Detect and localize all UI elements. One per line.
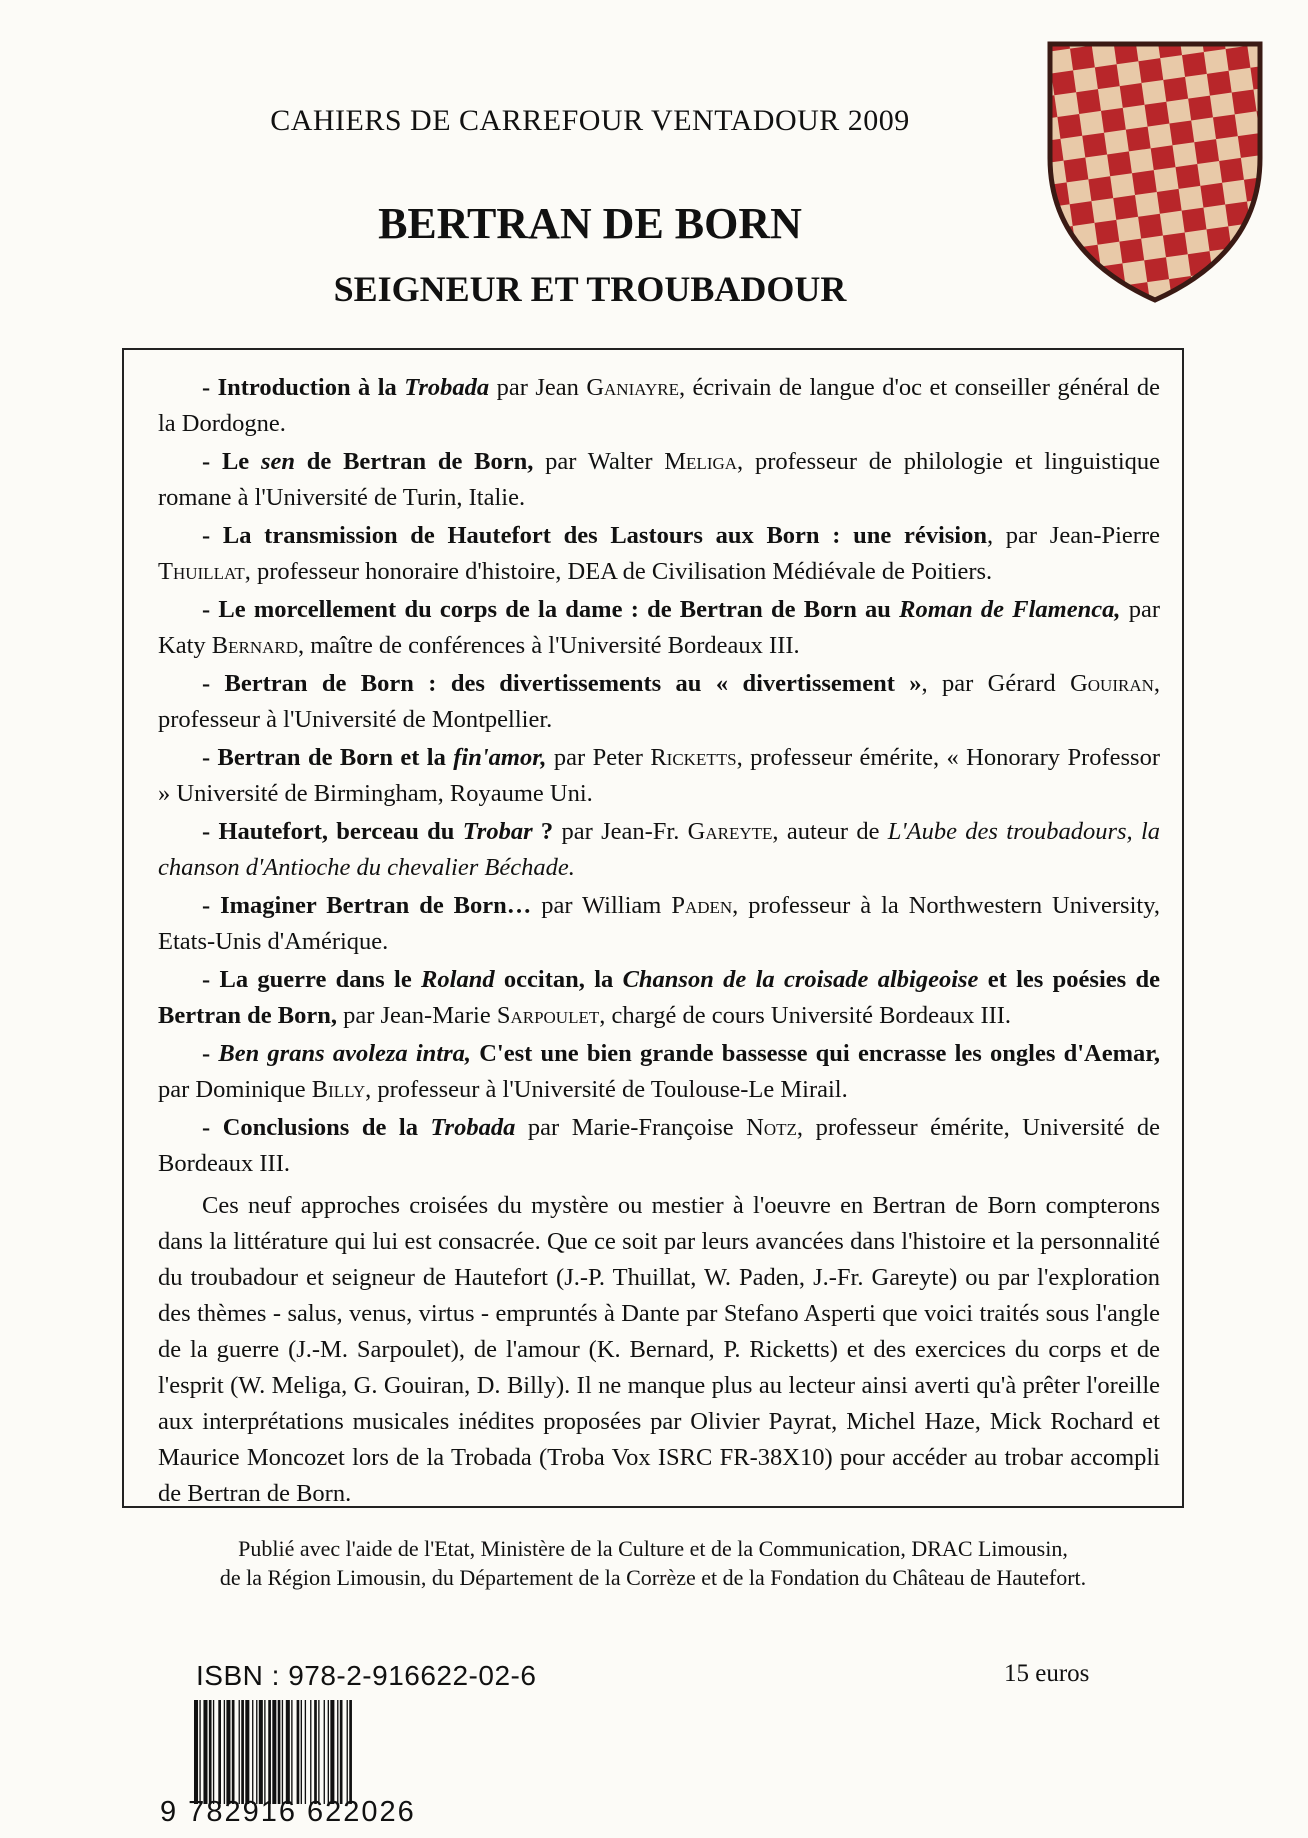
toc-entry bbox=[158, 592, 1160, 663]
toc-entry-after2: et les poésies de Bertran de Born, bbox=[158, 966, 1161, 1029]
toc-entry bbox=[158, 1110, 1160, 1181]
toc-entry-rest: , professeur émérite, Université de Bordeaux III. bbox=[158, 1114, 1160, 1177]
toc-entry-italic: sen bbox=[260, 448, 295, 475]
toc-entry-rest: , chargé de cours Université Bordeaux III. bbox=[599, 1001, 1012, 1029]
toc-entry-lead: - La guerre dans le bbox=[202, 966, 422, 993]
toc-entry-sc: Paden bbox=[671, 892, 733, 919]
toc-entry-by: par Peter bbox=[546, 744, 651, 771]
isbn: ISBN : 978-2-916622-02-6 bbox=[196, 1660, 537, 1691]
toc-entry-sc: Gouiran bbox=[1070, 670, 1154, 697]
toc-entry-italic: Trobada bbox=[430, 1114, 516, 1141]
credits-line-2: de la Région Limousin, du Département de la Corrèze et de la Fondation du Château de Hautefort. bbox=[219, 1565, 1087, 1590]
toc-entry-after: ? bbox=[532, 818, 554, 845]
toc-entry-lead: - Le bbox=[202, 448, 261, 475]
toc-entry bbox=[158, 1036, 1160, 1107]
toc-entry bbox=[158, 962, 1160, 1033]
toc-entry-sc: Sarpoulet bbox=[496, 1001, 600, 1029]
series-title: CAHIERS DE CARREFOUR VENTADOUR 2009 bbox=[270, 104, 910, 137]
toc-entry bbox=[158, 444, 1160, 515]
toc-entry-italic: Roman de Flamenca, bbox=[899, 596, 1121, 623]
toc-entry-after: de Bertran de Born, bbox=[295, 448, 534, 475]
toc-entry-sc: Ricketts bbox=[650, 744, 737, 771]
toc-entry-lead: - Conclusions de la bbox=[202, 1114, 431, 1141]
toc-entry-after: C'est une bien grande bassesse qui encrasse les ongles d'Aemar, bbox=[471, 1040, 1160, 1067]
toc-entry-by: par Jean-Fr. bbox=[553, 818, 688, 845]
toc-entry-by: , par Gérard bbox=[921, 670, 1071, 697]
toc-entry-by: par Marie-Françoise bbox=[515, 1114, 747, 1141]
toc-entry-lead: - Le morcellement du corps de la dame : de Bertran de Born au bbox=[202, 596, 900, 623]
barcode-digits: 9 782916 622026 bbox=[160, 1796, 416, 1828]
toc-entry bbox=[158, 518, 1160, 589]
toc-entry-lead: - Bertran de Born : des divertissements au « divertissement » bbox=[202, 670, 922, 697]
toc-entry-lead: - La transmission de Hautefort des Lastours aux Born : une révision bbox=[202, 522, 987, 549]
toc-entry-by: par Dominique bbox=[158, 1075, 312, 1103]
summary-paragraph: Ces neuf approches croisées du mystère ou mestier à l'oeuvre en Bertran de Born compterons dans la littérature qui lui est consacrée. Que ce soit par leurs avancées dans l'histoire et la personnalité du troubadour et seigneur de Hautefort (J.-P. Thuillat, W. Paden, J.-Fr. Gareyte) ou par l'exploration des thèmes - salus, venus, virtus - empruntés à Dante par Stefano Asperti que voici traités sous l'angle de la guerre (J.-M. Sarpoulet), de l'amour (K. Bernard, P. Ricketts) et des exercices du corps et de l'esprit (W. Meliga, G. Gouiran, D. Billy). Il ne manque plus au lecteur ainsi averti qu'à prêter l'oreille aux interprétations musicales inédites proposées par Olivier Payrat, Michel Haze, Mick Rochard et Maurice Moncozet lors de la Trobada (Troba Vox ISRC FR-38X10) pour accéder au trobar accompli de Bertran de Born. bbox=[158, 1192, 1160, 1507]
toc-entry-italic2: Chanson de la croisade albigeoise bbox=[622, 966, 979, 993]
toc-entry-by: par Jean-Marie bbox=[336, 1001, 497, 1029]
toc-entry-sc: Billy bbox=[311, 1075, 366, 1103]
toc-entry-italic: Trobar bbox=[462, 818, 533, 845]
toc-entry-rest: , professeur à l'Université de Toulouse-Le Mirail. bbox=[365, 1075, 848, 1103]
toc-entry-sc: Gareyte bbox=[687, 818, 773, 845]
toc-entry-rest: , professeur émérite, « Honorary Professor » Université de Birmingham, Royaume Uni. bbox=[158, 744, 1161, 807]
toc-entry bbox=[158, 370, 1160, 441]
toc-entry-lead: - Bertran de Born et la bbox=[202, 744, 454, 771]
toc-entry-sc: Thuillat bbox=[158, 557, 245, 585]
toc-entry-italic: fin'amor, bbox=[453, 744, 547, 771]
toc-entry-rest-italic: L'Aube des troubadours, la chanson d'Antioche du chevalier Béchade. bbox=[158, 818, 1160, 881]
book-title: BERTRAN DE BORN bbox=[378, 199, 802, 248]
toc-entry-by: par William bbox=[531, 892, 672, 919]
toc-entry-rest: , professeur à l'Université de Montpellier. bbox=[158, 670, 1161, 733]
toc-entry-by: , par Jean-Pierre bbox=[986, 522, 1160, 549]
toc-entry-by: par Jean bbox=[489, 374, 587, 401]
toc-entry-by: par Walter bbox=[533, 448, 665, 475]
toc-entry-rest: , professeur à la Northwestern University, Etats-Unis d'Amérique. bbox=[158, 892, 1160, 955]
toc-entry-lead: - Imaginer Bertran de Born… bbox=[202, 892, 532, 919]
toc-entry-lead: - Introduction à la bbox=[202, 374, 405, 401]
toc-entry-italic: Trobada bbox=[404, 374, 490, 401]
toc-entry-italic: Ben grans avoleza intra, bbox=[218, 1040, 472, 1067]
toc-entry-sc: Ganiayre bbox=[586, 374, 679, 401]
toc-entry-rest: , professeur de philologie et linguistique romane à l'Université de Turin, Italie. bbox=[158, 448, 1160, 511]
toc-entry-lead: - bbox=[202, 1040, 219, 1067]
table-of-contents bbox=[158, 370, 1160, 1184]
toc-entry-italic: Roland bbox=[421, 966, 495, 993]
toc-entry-rest: , écrivain de langue d'oc et conseiller général de la Dordogne. bbox=[158, 374, 1160, 437]
publication-credits bbox=[130, 1534, 1176, 1592]
toc-entry-sc: Notz bbox=[746, 1114, 797, 1141]
book-subtitle: SEIGNEUR ET TROUBADOUR bbox=[333, 269, 847, 309]
toc-entry bbox=[158, 740, 1160, 811]
toc-entry bbox=[158, 814, 1160, 885]
toc-entry-sc: Meliga bbox=[664, 448, 738, 475]
toc-entry-after: occitan, la bbox=[494, 966, 623, 993]
price: 15 euros bbox=[1004, 1660, 1090, 1687]
toc-entry-by: par Katy bbox=[158, 596, 1160, 659]
coat-of-arms-icon bbox=[1044, 38, 1266, 306]
toc-entry bbox=[158, 666, 1160, 737]
toc-entry-lead: - Hautefort, berceau du bbox=[202, 818, 463, 845]
toc-entry-rest: , professeur honoraire d'histoire, DEA de Civilisation Médiévale de Poitiers. bbox=[244, 557, 993, 585]
barcode-icon bbox=[192, 1700, 490, 1804]
toc-entry bbox=[158, 888, 1160, 959]
toc-entry-sc: Bernard bbox=[211, 631, 298, 659]
toc-entry-rest: , auteur de bbox=[772, 818, 888, 845]
credits-line-1: Publié avec l'aide de l'Etat, Ministère de la Culture et de la Communication, DRAC Limousin, bbox=[238, 1536, 1068, 1561]
toc-entry-rest: , maître de conférences à l'Université Bordeaux III. bbox=[297, 631, 800, 659]
